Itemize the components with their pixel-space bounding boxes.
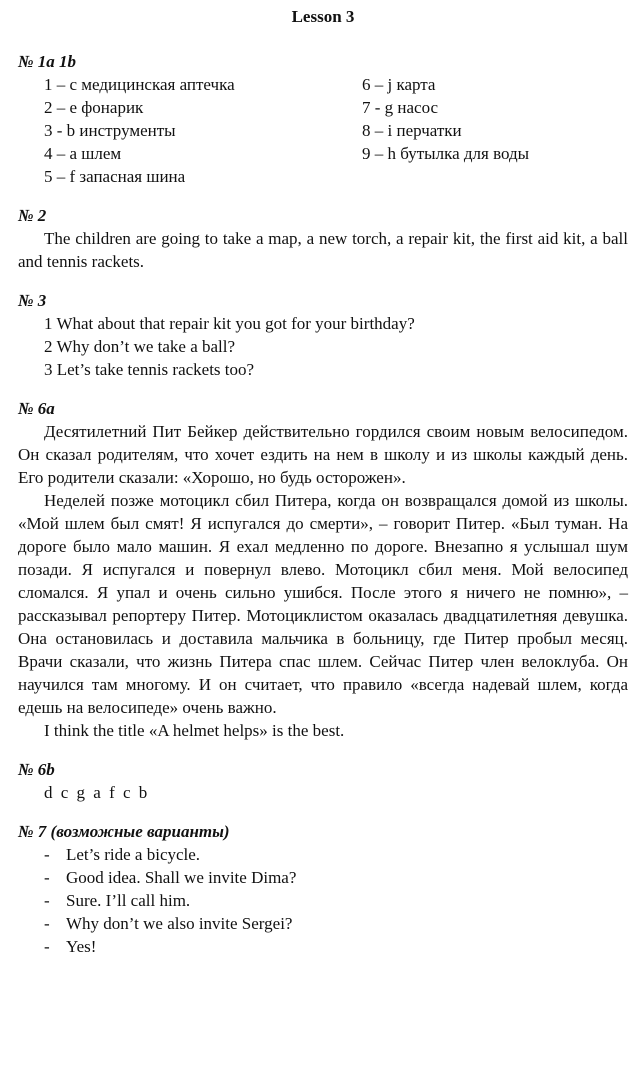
- dash-marker: -: [44, 914, 50, 933]
- answer-sentence: I think the title «A helmet helps» is the best.: [44, 721, 345, 740]
- dash-marker: -: [44, 891, 50, 910]
- vocabulary-item: 1 – c медицинская аптечка: [44, 75, 235, 94]
- section-7: [18, 820, 628, 958]
- dialogue-text: Good idea. Shall we invite Dima?: [66, 868, 297, 887]
- section-heading: № 3: [18, 291, 47, 310]
- dialogue-line: [18, 866, 628, 889]
- section-heading: № 6b: [18, 760, 55, 779]
- answer-line: 1 What about that repair kit you got for your birthday?: [44, 314, 415, 333]
- answer-line: 2 Why don’t we take a ball?: [44, 337, 236, 356]
- dialogue-text: Yes!: [66, 937, 97, 956]
- vocabulary-right-column: [362, 73, 618, 188]
- vocabulary-item: 8 – i перчатки: [362, 121, 462, 140]
- vocabulary-item: 4 – a шлем: [44, 144, 122, 163]
- vocabulary-columns: [18, 73, 618, 188]
- vocabulary-item: 6 – j карта: [362, 75, 436, 94]
- dialogue-text: Sure. I’ll call him.: [66, 891, 191, 910]
- dialogue-line: [18, 843, 628, 866]
- vocabulary-item: 2 – e фонарик: [44, 98, 144, 117]
- dash-marker: -: [44, 845, 50, 864]
- dialogue-text: Why don’t we also invite Sergei?: [66, 914, 293, 933]
- section-heading: № 6a: [18, 399, 55, 418]
- section-2: [18, 204, 628, 273]
- vocabulary-left-column: [18, 73, 362, 188]
- vocabulary-item: 7 - g насос: [362, 98, 439, 117]
- section-6a: [18, 397, 628, 742]
- section-3: [18, 289, 628, 381]
- section-6b: [18, 758, 628, 804]
- vocabulary-item: 5 – f запасная шина: [44, 167, 186, 186]
- dialogue-line: [18, 935, 628, 958]
- translation-paragraph: Неделей позже мотоцикл сбил Питера, когда он возвращался домой из школы. «Мой шлем был смят! Я испугался до смерти», – говорит Питер. «Был туман. На дороге было мало машин. Я ехал медленно по дороге. Внезапно я услышал шум позади. Я испугался и повернул влево. Мотоцикл сбил меня. Мой велосипед сломался. Я упал и очень сильно ушибся. После этого я ничего не помню», – рассказывал репортеру Питер. Мотоциклистом оказалась двадцатилетняя девушка. Она остановилась и доставила мальчика в больницу, где Питер пробыл месяц. Врачи сказали, что жизнь Питера спас шлем. Сейчас Питер член велоклуба. Он научился там многому. И он считает, что правило «всегда надевай шлем, когда едешь на велосипеде» очень важно.: [18, 491, 628, 717]
- dialogue-text: Let’s ride a bicycle.: [66, 845, 201, 864]
- section-1a-1b: [18, 50, 628, 188]
- letter-order: d c g a f c b: [44, 783, 150, 802]
- section-heading: № 7 (возможные варианты): [18, 822, 230, 841]
- dialogue-line: [18, 912, 628, 935]
- dash-marker: -: [44, 868, 50, 887]
- section-heading: № 2: [18, 206, 47, 225]
- translation-paragraph: Десятилетний Пит Бейкер действительно гордился своим новым велосипедом. Он сказал родителям, что хочет ездить на нем в школу и из школы каждый день. Его родители сказали: «Хорошо, но будь осторожен».: [18, 422, 628, 487]
- answer-line: 3 Let’s take tennis rackets too?: [44, 360, 255, 379]
- dialogue-line: [18, 889, 628, 912]
- vocabulary-item: 3 - b инструменты: [44, 121, 176, 140]
- dash-marker: -: [44, 937, 50, 956]
- lesson-title: Lesson 3: [291, 7, 355, 26]
- vocabulary-item: 9 – h бутылка для воды: [362, 144, 530, 163]
- section-heading: № 1a 1b: [18, 52, 77, 71]
- section-paragraph: The children are going to take a map, a new torch, a repair kit, the first aid kit, a ball and tennis rackets.: [18, 229, 628, 271]
- document-page: [18, 6, 628, 974]
